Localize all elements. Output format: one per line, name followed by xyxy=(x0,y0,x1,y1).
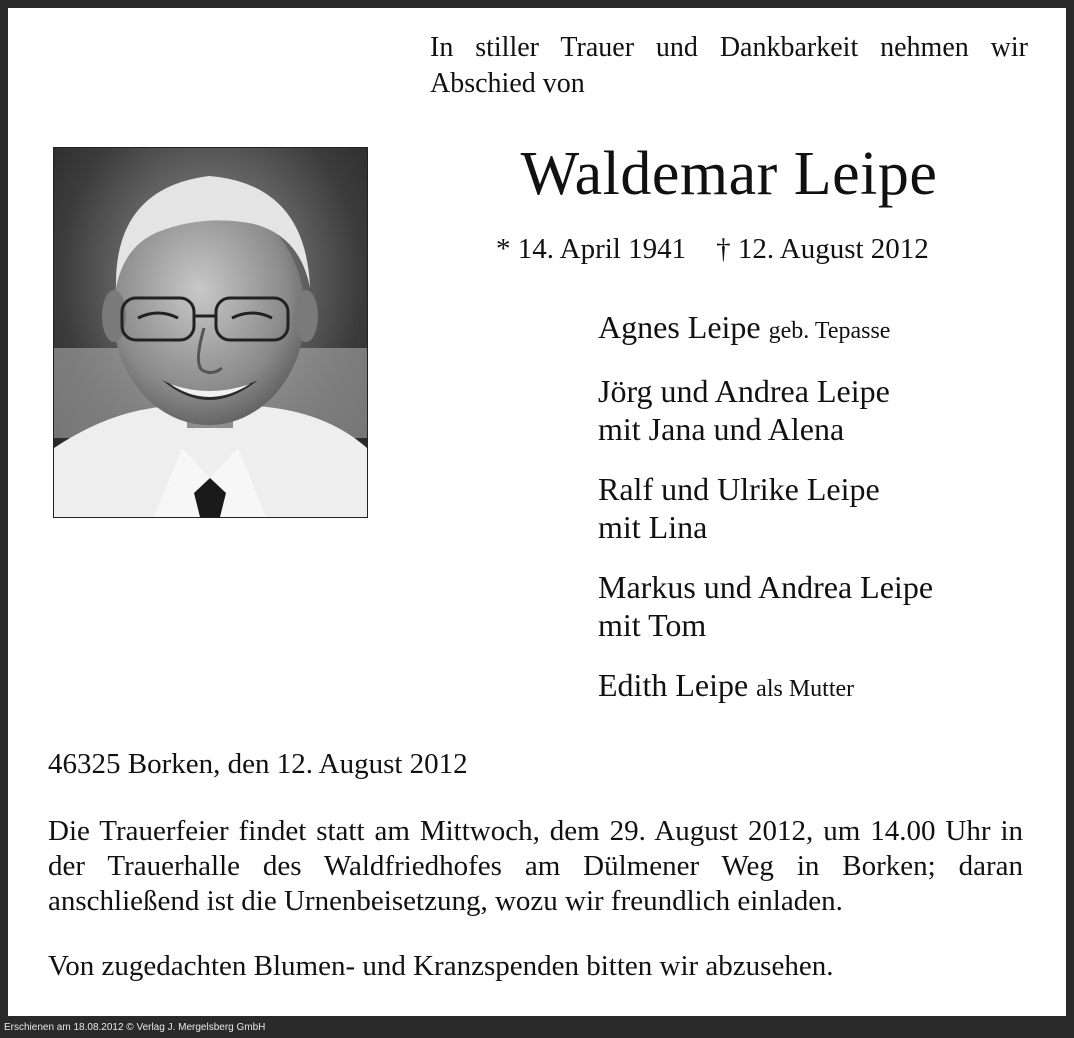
family-suffix: als Mutter xyxy=(756,676,855,702)
birth-date: * 14. April 1941 xyxy=(496,233,687,265)
family-name: Edith Leipe xyxy=(598,667,749,703)
family-name: Ralf und Ulrike Leipe xyxy=(598,471,880,507)
family-entry xyxy=(598,666,1028,708)
family-name: Jörg und Andrea Leipe xyxy=(598,373,890,409)
family-children: mit Tom xyxy=(598,607,707,643)
publication-footer: Erschienen am 18.08.2012 © Verlag J. Mergelsberg GmbH xyxy=(4,1022,266,1033)
family-children: mit Jana und Alena xyxy=(598,411,845,447)
obituary-notice xyxy=(8,8,1066,1016)
life-dates xyxy=(496,231,929,267)
death-date: † 12. August 2012 xyxy=(716,233,929,265)
family-list xyxy=(598,308,1028,730)
intro-text: In stiller Trauer und Dankbarkeit nehmen wir Abschied von xyxy=(430,32,1028,99)
flowers-note: Von zugedachten Blumen- und Kranzspenden bitten wir abzusehen. xyxy=(48,950,834,982)
family-entry xyxy=(598,308,1028,350)
portrait-photo xyxy=(53,147,368,518)
family-entry xyxy=(598,568,1028,644)
family-suffix: geb. Tepasse xyxy=(768,318,891,344)
family-children: mit Lina xyxy=(598,509,708,545)
family-entry xyxy=(598,372,1028,448)
family-name: Agnes Leipe xyxy=(598,309,761,345)
funeral-service-text: Die Trauerfeier findet statt am Mittwoch, dem 29. August 2012, um 14.00 Uhr in der Trauerhalle des Waldfriedhofes am Dülmener Weg in Borken; daran anschließend ist die Urnenbeisetzung, wozu wir freundlich einladen. xyxy=(48,815,1023,917)
portrait-icon xyxy=(54,148,367,517)
family-name: Markus und Andrea Leipe xyxy=(598,569,934,605)
place-date: 46325 Borken, den 12. August 2012 xyxy=(48,748,468,780)
deceased-name: Waldemar Leipe xyxy=(520,140,938,208)
family-entry xyxy=(598,470,1028,546)
